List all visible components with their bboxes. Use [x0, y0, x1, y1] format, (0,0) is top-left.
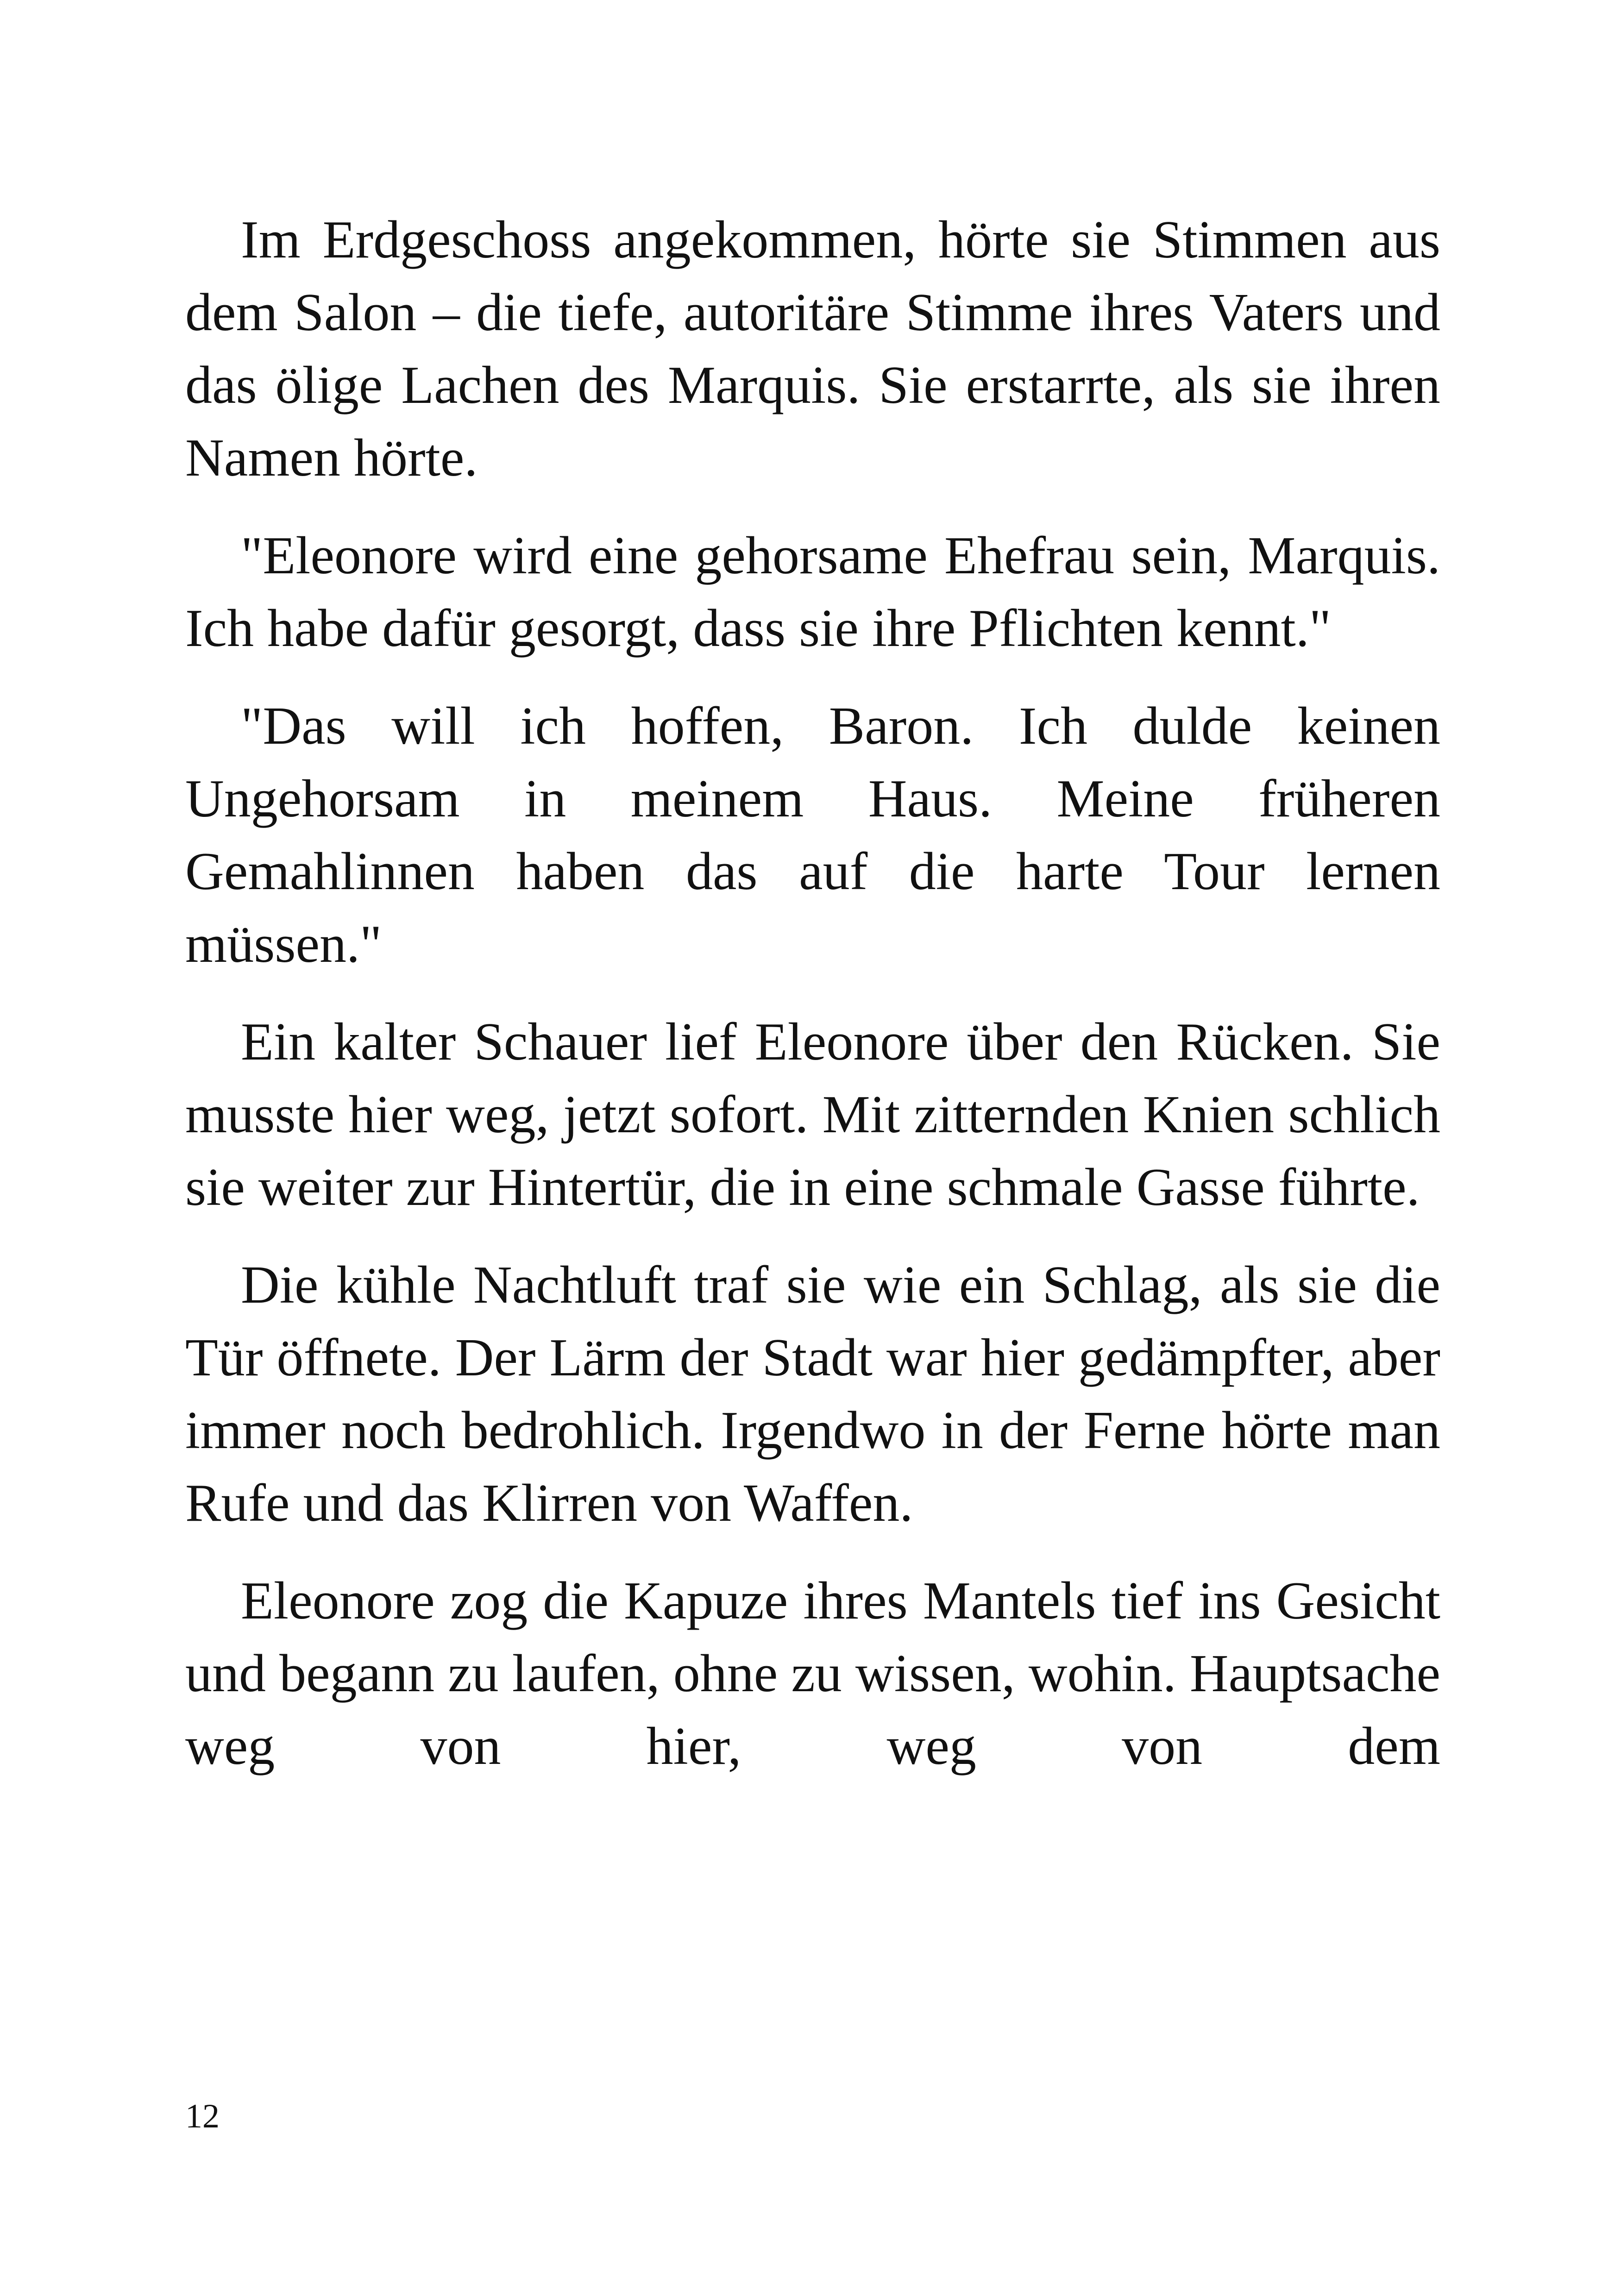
paragraph-2: "Eleonore wird eine gehorsame Ehefrau sein, Marquis. Ich habe dafür gesorgt, dass sie ihre Pflichten kennt.": [185, 526, 1440, 658]
body-text: [185, 204, 1440, 1783]
paragraph-1: Im Erdgeschoss angekommen, hörte sie Stimmen aus dem Salon – die tiefe, autoritäre Stimme ihres Vaters und das ölige Lachen des Marquis. Sie erstarrte, als sie ihren Namen hörte.: [185, 210, 1440, 488]
paragraph-6: Eleonore zog die Kapuze ihres Mantels tief ins Gesicht und begann zu laufen, ohne zu wissen, wohin. Hauptsache weg von hier, weg von dem: [185, 1571, 1440, 1776]
paragraph-3: "Das will ich hoffen, Baron. Ich dulde keinen Ungehorsam in meinem Haus. Meine früheren Gemahlinnen haben das auf die harte Tour lernen müssen.": [185, 696, 1440, 974]
page-number: 12: [185, 2097, 220, 2135]
paragraph-5: Die kühle Nachtluft traf sie wie ein Schlag, als sie die Tür öffnete. Der Lärm der Stadt war hier gedämpfter, aber immer noch bedrohlich. Irgendwo in der Ferne hörte man Rufe und das Klirren von Waffen.: [185, 1255, 1440, 1533]
paragraph-4: Ein kalter Schauer lief Eleonore über den Rücken. Sie musste hier weg, jetzt sofort. Mit zitternden Knien schlich sie weiter zur Hintertür, die in eine schmale Gasse führte.: [185, 1012, 1440, 1217]
